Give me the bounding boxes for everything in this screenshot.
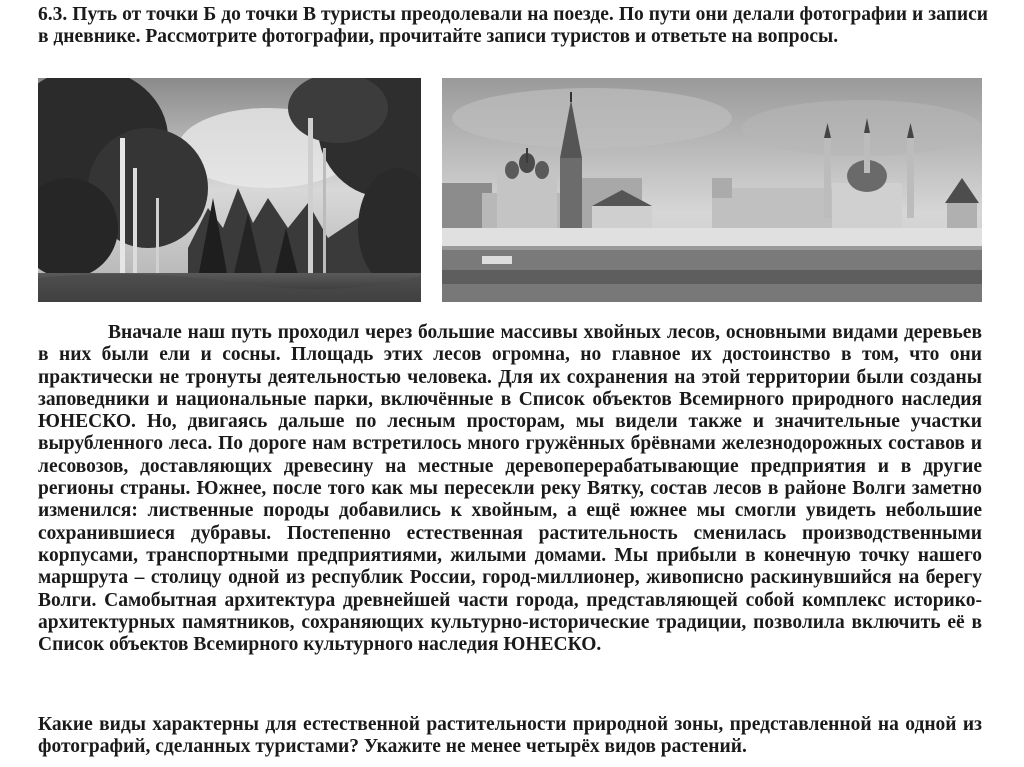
question-text: Какие виды характерны для естественной растительности природной зоны, представленной на одной из фотографий, сделанных туристами? Укажите не менее четырёх видов растений. <box>38 714 982 758</box>
diary-text: Вначале наш путь проходил через большие массивы хвойных лесов, основными видами деревьев в них были ели и сосны. Площадь этих лесов огромна, но главное их достоинство в том, что они практически не тронуты деятельностью человека. Для их сохранения на этой территории были созданы заповедники и национальные парки, включённые в Список объектов Всемирного природного наследия ЮНЕСКО. Но, двигаясь дальше по лесным просторам, мы видели также и значительные участки вырубленного леса. По дороге нам встретилось много гружённых брёвнами железнодорожных составов и лесовозов, доставляющих древесину на местные деревоперерабатывающие предприятия и в другие регионы страны. Южнее, после того как мы пересекли реку Вятку, состав лесов в районе Волги заметно изменился: лиственные породы добавились к хвойным, а ещё южнее мы смогли увидеть небольшие сохранившиеся дубравы. Постепенно естественная растительность сменилась производственными корпусами, транспортными предприятиями, жилыми домами. Мы прибыли в конечную точку нашего маршрута – столицу одной из республик России, город-миллионер, живописно раскинувшийся на берегу Волги. Самобытная архитектура древнейшей части города, представляющей собой комплекс историко-архитектурных памятников, сохраняющих культурно-исторические традиции, позволила включить её в Список объектов Всемирного культурного наследия ЮНЕСКО. <box>38 322 982 656</box>
diary-entry <box>38 322 982 656</box>
kremlin-image <box>442 78 982 302</box>
task-header <box>38 4 988 48</box>
kremlin-photo <box>442 78 982 302</box>
forest-image <box>38 78 421 302</box>
question-block <box>38 714 982 759</box>
forest-photo <box>38 78 421 302</box>
task-text: 6.3. Путь от точки Б до точки В туристы преодолевали на поезде. По пути они делали фотографии и записи в дневнике. Рассмотрите фотографии, прочитайте записи туристов и ответьте на вопросы. <box>38 4 988 47</box>
